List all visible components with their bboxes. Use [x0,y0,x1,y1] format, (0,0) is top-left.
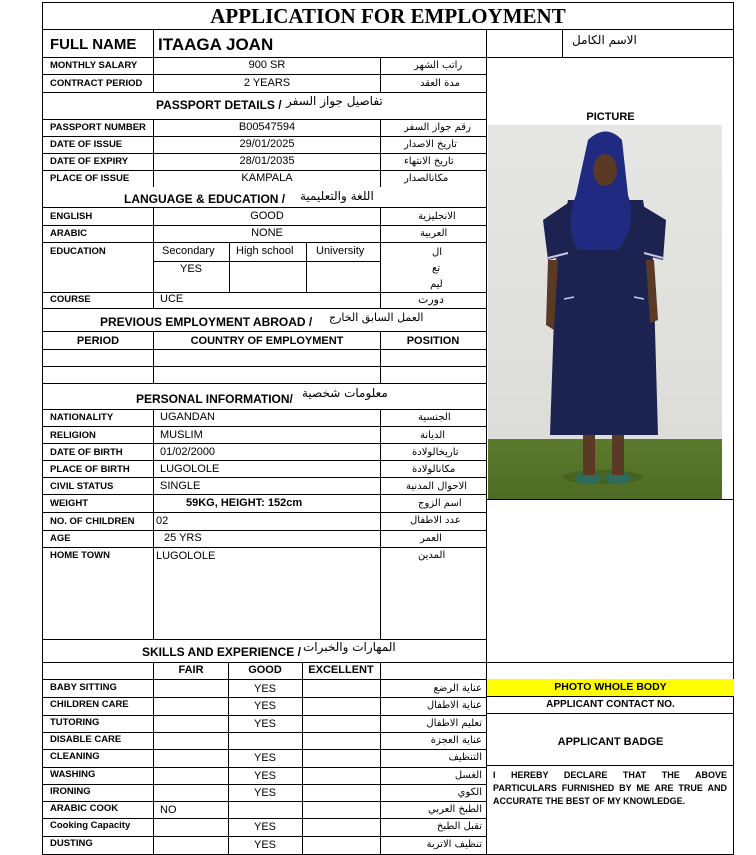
skills-divider-d [380,662,381,855]
passport-row-value: KAMPALA [241,172,293,184]
skill-good: YES [253,770,276,782]
passport-row-arabic: تاريخ الاصدار [404,139,457,150]
arabic-label: ARABIC [50,228,87,239]
passport-heading: PASSPORT DETAILS / [156,98,282,112]
language-rule [42,207,486,208]
skill-row-rule [42,715,486,716]
skill-label: Cooking Capacity [50,820,131,831]
full-name-arabic: الاسم الكامل [572,33,637,47]
age-value: 25 YRS [164,532,202,544]
prev-row-rule-3 [42,383,486,384]
applicant-badge-label: APPLICANT BADGE [557,736,664,748]
skill-good: YES [253,752,276,764]
col-divider-b5 [380,409,381,639]
nationality-label: NATIONALITY [50,412,114,423]
age-arabic: العمر [420,533,442,544]
passport-row-rule [42,153,486,154]
photo-whole-body-label: PHOTO WHOLE BODY [554,681,667,693]
col-divider-a5 [153,409,154,639]
education-arabic-3: ليم [430,279,443,290]
contract-value: 2 YEARS [243,77,291,89]
passport-row-arabic: تاريخ الانتهاء [404,156,454,167]
banner-rule [486,696,734,697]
arabic-arabic: العربية [420,228,448,239]
skill-label: DUSTING [50,838,93,849]
age-rule [42,547,486,548]
skill-good: YES [253,683,276,695]
contract-rule [42,92,486,93]
course-label: COURSE [50,294,91,305]
previous-heading-arabic: العمل السابق الخارج [329,311,424,324]
pob-rule [42,477,486,478]
religion-arabic: الديانة [420,430,446,441]
hometown-value: LUGOLOLE [156,550,216,562]
salary-arabic: راتب الشهر [414,60,463,71]
skill-label: CLEANING [50,751,100,762]
skills-heading-arabic: المهارات والخبرات [303,640,396,654]
children-rule [42,530,486,531]
applicant-photo [488,125,722,499]
skills-rule [42,662,734,663]
photo-bottom-rule [486,499,734,500]
previous-rule [42,331,486,332]
dob-arabic: تاريخالولادة [412,447,459,458]
passport-row-value: B00547594 [238,121,296,133]
education-university: University [316,245,365,257]
passport-row-value: 29/01/2025 [239,138,295,150]
skill-row-rule [42,767,486,768]
education-secondary: Secondary [162,245,215,257]
age-label: AGE [50,533,71,544]
civil-arabic: الاحوال المدنية [406,481,468,492]
nationality-value: UGANDAN [160,411,216,423]
prev-row-rule-2 [42,366,486,367]
excellent-header: EXCELLENT [308,664,374,676]
arabic-rule [42,242,486,243]
passport-heading-arabic: تفاصيل جواز السفر [286,94,383,108]
form-title: APPLICATION FOR EMPLOYMENT [42,2,734,30]
skill-good: YES [253,839,276,851]
education-sub-rule [154,261,380,262]
english-rule [42,225,486,226]
col-divider-a2 [153,119,154,187]
picture-label: PICTURE [586,111,635,123]
col-divider-a3 [153,207,154,308]
skill-label: BABY SITTING [50,682,117,693]
pob-label: PLACE OF BIRTH [50,464,130,475]
good-header: GOOD [248,664,282,676]
country-header: COUNTRY OF EMPLOYMENT [190,335,344,347]
period-header: PERIOD [76,335,120,347]
salary-value: 900 SR [248,59,286,71]
skill-good: YES [253,821,276,833]
civil-rule [42,494,486,495]
contact-rule [486,713,734,714]
skill-label: CHILDREN CARE [50,699,129,710]
badge-rule [486,765,734,766]
skill-good: YES [253,787,276,799]
skill-arabic: الطبخ العربي [428,804,482,815]
language-heading: LANGUAGE & EDUCATION / [124,192,286,206]
education-col-divider-1 [229,242,230,292]
skill-row-rule [42,818,486,819]
skill-row-rule [42,749,486,750]
personal-heading-arabic: معلومات شخصية [302,386,388,400]
applicant-contact-label: APPLICANT CONTACT NO. [546,699,675,710]
religion-label: RELIGION [50,430,96,441]
hometown-label: HOME TOWN [50,550,110,561]
passport-row-value: 28/01/2035 [239,155,295,167]
skill-arabic: عناية العجزة [430,735,482,746]
skill-fair: NO [160,804,177,816]
col-divider-a4 [153,331,154,383]
religion-value: MUSLIM [160,429,203,441]
education-value: YES [180,263,203,275]
col-divider-b4 [380,331,381,383]
salary-rule [42,74,486,75]
skills-divider-a [153,662,154,855]
skill-label: DISABLE CARE [50,734,122,745]
skill-label: IRONING [50,786,91,797]
passport-row-label: PLACE OF ISSUE [50,173,130,184]
col-divider-a1 [153,57,154,92]
passport-row-label: PASSPORT NUMBER [50,122,146,133]
prev-row-rule-1 [42,349,486,350]
skill-row-rule [42,801,486,802]
full-name-label: FULL NAME [50,36,137,53]
skill-good: YES [253,700,276,712]
english-value: GOOD [250,210,284,222]
hometown-arabic: المدين [418,550,446,561]
passport-row-label: DATE OF ISSUE [50,139,123,150]
full-name-value: ITAAGA JOAN [158,35,274,54]
skill-arabic: الغسل [454,770,482,781]
contract-arabic: مدة العقد [420,78,460,89]
english-arabic: الانجليزية [418,211,456,222]
civil-value: SINGLE [160,480,201,492]
dob-label: DATE OF BIRTH [50,447,123,458]
skill-label: WASHING [50,769,96,780]
religion-rule [42,443,486,444]
col-divider-b3 [380,207,381,308]
passport-row-label: DATE OF EXPIRY [50,156,129,167]
education-arabic-1: ال [432,247,443,258]
declaration-text: I HEREBY DECLARE THAT THE ABOVE PARTICULARS FURNISHED BY ME ARE TRUE AND ACCURATE THE BEST OF MY KNOWLEDGE. [493,770,727,806]
col-divider-b1 [380,57,381,92]
previous-heading: PREVIOUS EMPLOYMENT ABROAD / [100,315,313,329]
skill-label: TUTORING [50,717,100,728]
children-arabic: عدد الاطفال [410,515,461,526]
education-label: EDUCATION [50,246,106,257]
skill-row-rule [42,697,486,698]
right-column-divider [486,30,487,855]
dob-rule [42,460,486,461]
skills-header-rule [42,679,486,680]
personal-heading: PERSONAL INFORMATION/ [136,392,293,406]
pob-value: LUGOLOLE [160,463,220,475]
education-high-school: High school [236,245,294,257]
arabic-value: NONE [251,227,283,239]
skill-arabic: عناية الاطفال [426,700,482,711]
passport-row-arabic: مكانالصدار [404,173,449,184]
course-rule [42,308,486,309]
education-arabic-2: تع [432,263,441,274]
weight-label: WEIGHT [50,498,88,509]
skill-arabic: تقبل الطبخ [436,821,482,832]
skill-arabic: تنظيف الاتربة [426,839,482,850]
children-label: NO. OF CHILDREN [50,516,135,527]
course-arabic: دورت [418,293,444,306]
skill-arabic: الكوي [457,787,482,798]
children-value: 02 [156,515,169,527]
weight-rule [42,512,486,513]
weight-value: 59KG, HEIGHT: 152cm [186,497,303,509]
course-value: UCE [160,293,184,305]
name-ar-divider [562,30,563,57]
skill-row-rule [42,784,486,785]
salary-label: MONTHLY SALARY [50,60,138,71]
weight-arabic: اسم الزوج [418,498,462,509]
position-header: POSITION [406,335,460,347]
pob-arabic: مكانالولادة [412,464,456,475]
name-rule [42,57,734,58]
skills-heading: SKILLS AND EXPERIENCE / [142,645,301,659]
nationality-rule [42,426,486,427]
passport-rule [42,119,486,120]
skill-row-rule [42,836,486,837]
skill-arabic: عناية الرضع [433,683,482,694]
col-divider-b2 [380,119,381,187]
passport-row-rule [42,136,486,137]
skill-row-rule [42,732,486,733]
english-label: ENGLISH [50,211,93,222]
name-divider [153,30,154,57]
contract-label: CONTRACT PERIOD [50,78,143,89]
skill-good: YES [253,718,276,730]
passport-row-rule [42,170,486,171]
skills-divider-c [302,662,303,855]
education-col-divider-2 [306,242,307,292]
personal-rule [42,409,486,410]
nationality-arabic: الجنسية [418,412,451,423]
fair-header: FAIR [178,664,204,676]
personal-bottom-rule [42,639,486,640]
skill-label: ARABIC COOK [50,803,119,814]
passport-row-arabic: رقم جواز السفر [404,122,471,133]
skill-arabic: التنظيف [448,752,482,763]
language-heading-arabic: اللغة والتعليمية [300,189,374,203]
civil-label: CIVIL STATUS [50,481,114,492]
dob-value: 01/02/2000 [160,446,216,458]
skill-arabic: تعليم الاطفال [426,718,482,729]
